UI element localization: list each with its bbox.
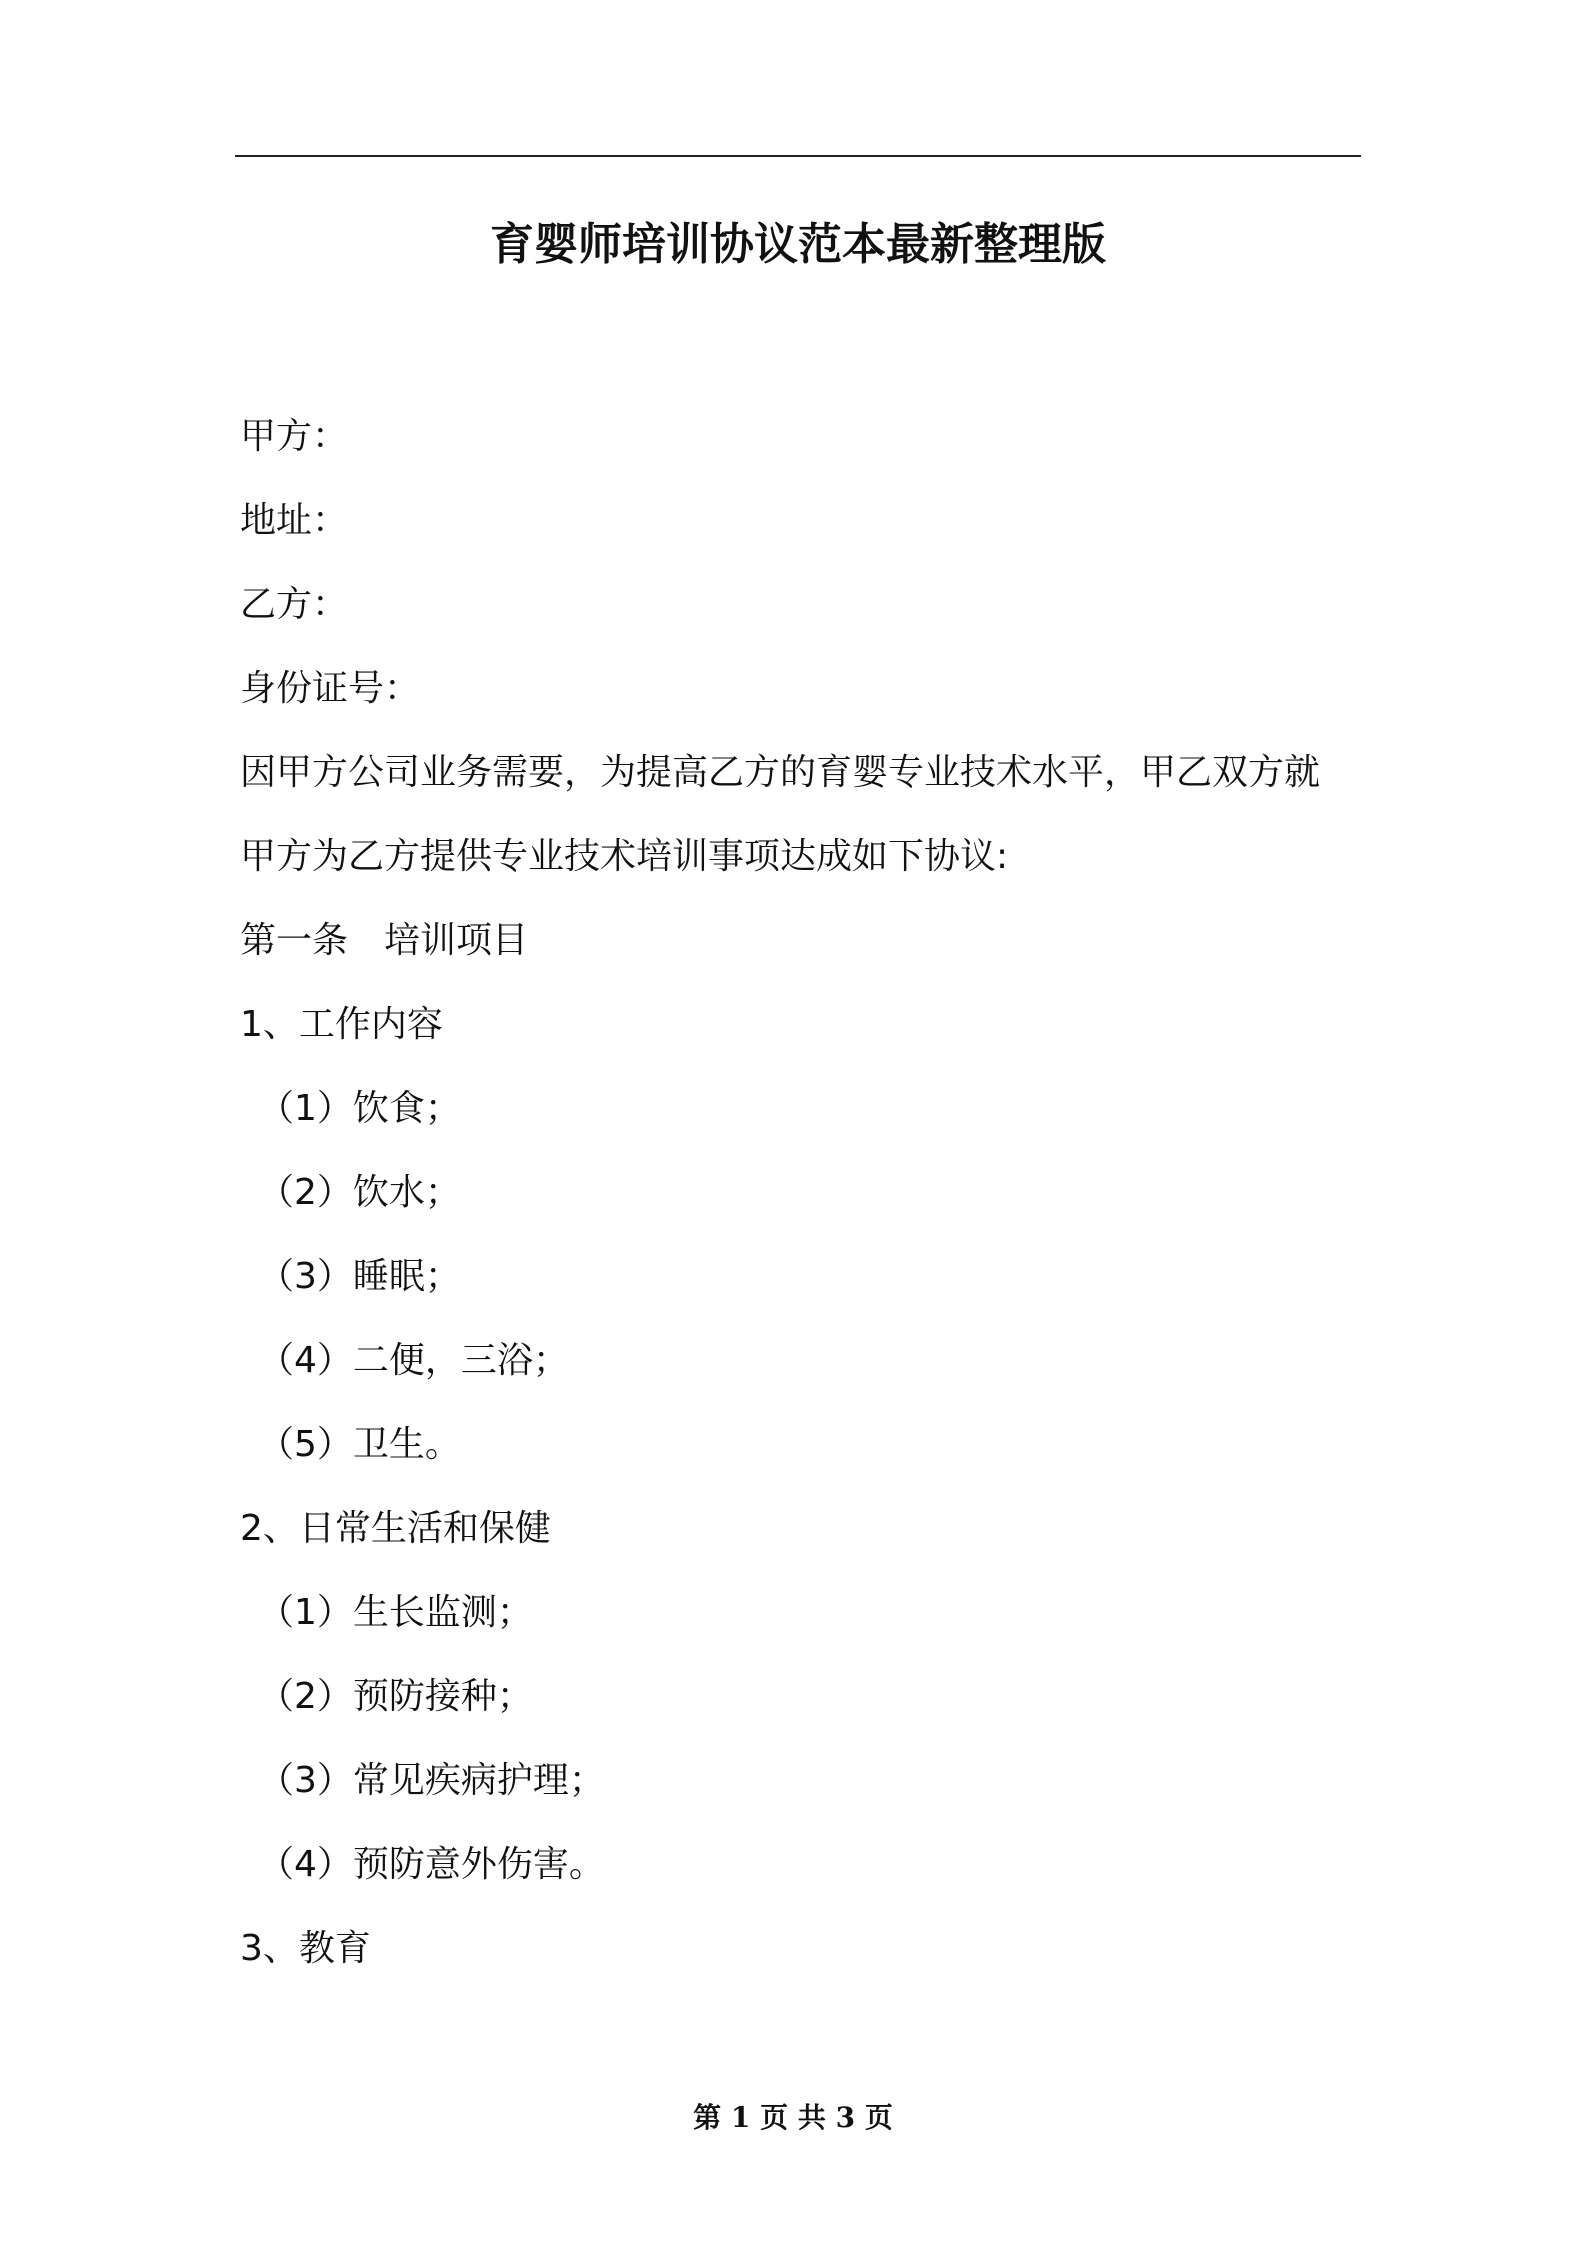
section-3-heading: 3、教育	[240, 1928, 371, 1969]
header-rule	[235, 155, 1361, 157]
page-indicator: 第 1 页 共 3 页	[693, 2101, 893, 2134]
intro-paragraph-line-2: 甲方为乙方提供专业技术培训事项达成如下协议:	[240, 836, 1009, 877]
document-body	[240, 410, 1365, 2006]
list-item: （3）睡眠；	[258, 1256, 461, 1297]
list-item: （4）二便，三浴；	[258, 1340, 569, 1381]
list-item: （3）常见疾病护理；	[258, 1760, 605, 1801]
id-number-line: 身份证号：	[240, 668, 421, 709]
party-a-line: 甲方：	[240, 416, 349, 457]
list-item: （2）预防接种；	[258, 1676, 533, 1717]
section-1-heading: 1、工作内容	[240, 1004, 443, 1045]
document-title: 育婴师培训协议范本最新整理版	[490, 219, 1106, 270]
list-item: （4）预防意外伤害。	[258, 1844, 605, 1885]
list-item: （1）饮食；	[258, 1088, 461, 1129]
intro-paragraph-line-1: 因甲方公司业务需要，为提高乙方的育婴专业技术水平，甲乙双方就	[240, 752, 1321, 793]
list-item: （5）卫生。	[258, 1424, 461, 1465]
party-b-line: 乙方：	[240, 584, 349, 625]
section-2-heading: 2、日常生活和保健	[240, 1508, 551, 1549]
list-item: （2）饮水；	[258, 1172, 461, 1213]
list-item: （1）生长监测；	[258, 1592, 533, 1633]
article-1-heading: 第一条 培训项目	[240, 920, 529, 961]
address-line: 地址：	[240, 500, 349, 541]
